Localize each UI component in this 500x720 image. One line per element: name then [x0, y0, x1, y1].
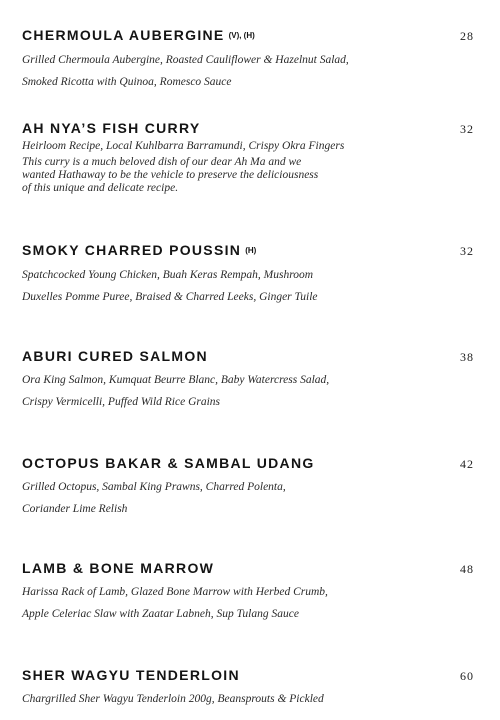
dish-price: 38: [460, 350, 474, 364]
dish-name: SMOKY CHARRED POUSSIN (H): [22, 242, 257, 258]
dish-description: Harissa Rack of Lamb, Glazed Bone Marrow with Herbed Crumb, Apple Celeriac Slaw with Zaatar Labneh, Sup Tulang Sauce: [22, 586, 328, 620]
dish-price: 42: [460, 457, 474, 471]
dish-price: 32: [460, 244, 474, 258]
dish-name: OCTOPUS BAKAR & SAMBAL UDANG: [22, 455, 315, 471]
dish-description: Ora King Salmon, Kumquat Beurre Blanc, Baby Watercress Salad, Crispy Vermicelli, Puffed Wild Rice Grains: [22, 374, 330, 408]
menu-item-fish-curry: [22, 119, 478, 195]
dish-price: 48: [460, 562, 474, 576]
menu-item-sher-wagyu-tenderloin: [22, 666, 478, 710]
dish-name: CHERMOULA AUBERGINE (V), (H): [22, 27, 255, 43]
dish-description: Grilled Octopus, Sambal King Prawns, Charred Polenta, Coriander Lime Relish: [22, 481, 286, 515]
menu-item-octopus-bakar: [22, 454, 478, 520]
dish-price: 28: [460, 29, 474, 43]
dish-price: 60: [460, 669, 474, 683]
dish-description: Heirloom Recipe, Local Kuhlbarra Barramundi, Crispy Okra Fingers This curry is a much beloved dish of our dear Ah Ma and we wanted Hathaway to be the vehicle to preserve the deliciousness of this unique and delicate recipe.: [22, 140, 345, 194]
dish-name: SHER WAGYU TENDERLOIN: [22, 667, 240, 683]
menu-item-chermoula-aubergine: [22, 26, 478, 93]
menu-item-lamb-bone-marrow: [22, 559, 478, 625]
menu-item-smoky-charred-poussin: [22, 241, 478, 308]
dish-name: ABURI CURED SALMON: [22, 348, 208, 364]
dietary-tags: (H): [245, 246, 257, 255]
dish-description: Chargrilled Sher Wagyu Tenderloin 200g, Beansprouts & Pickled: [22, 693, 324, 705]
dish-description: Spatchcocked Young Chicken, Buah Keras Rempah, Mushroom Duxelles Pomme Puree, Braised & Charred Leeks, Ginger Tuile: [22, 269, 318, 303]
dish-price: 32: [460, 122, 474, 136]
dish-description: Grilled Chermoula Aubergine, Roasted Cauliflower & Hazelnut Salad, Smoked Ricotta with Quinoa, Romesco Sauce: [22, 54, 349, 88]
dish-name: AH NYA’S FISH CURRY: [22, 120, 201, 136]
menu-item-aburi-cured-salmon: [22, 347, 478, 413]
dietary-tags: (V), (H): [228, 31, 255, 40]
dish-name: LAMB & BONE MARROW: [22, 560, 215, 576]
